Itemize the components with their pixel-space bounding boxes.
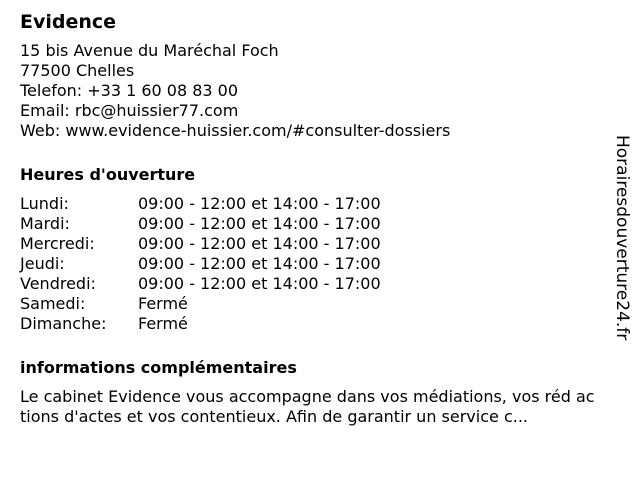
business-name: Evidence [20,11,117,33]
hours-value: 09:00 - 12:00 et 14:00 - 17:00 [138,214,381,233]
day-label: Mercredi: [20,234,95,253]
day-label: Mardi: [20,214,70,233]
hours-row-thursday [20,254,600,274]
opening-hours-table [20,194,600,334]
hours-value: Fermé [138,294,188,313]
phone-line: Telefon: +33 1 60 08 83 00 [20,81,239,100]
hours-value: 09:00 - 12:00 et 14:00 - 17:00 [138,194,381,213]
hours-value: 09:00 - 12:00 et 14:00 - 17:00 [138,234,381,253]
hours-row-saturday [20,294,600,314]
business-card [20,10,600,427]
hours-value: Fermé [138,314,188,333]
additional-info-text: Le cabinet Evidence vous accompagne dans vos médiations, vos réd actions d'actes et vos contentieux. Afin de garantir un service c... [20,387,595,426]
hours-row-sunday [20,314,600,334]
hours-row-friday [20,274,600,294]
day-label: Dimanche: [20,314,107,333]
day-label: Samedi: [20,294,86,313]
hours-value: 09:00 - 12:00 et 14:00 - 17:00 [138,254,381,273]
hours-row-wednesday [20,234,600,254]
day-label: Vendredi: [20,274,96,293]
hours-row-tuesday [20,214,600,234]
web-line: Web: www.evidence-huissier.com/#consulter-dossiers [20,121,451,140]
watermark-label: Horairesdouverture24.fr [612,135,632,341]
additional-info-heading: informations complémentaires [20,358,297,377]
hours-row-monday [20,194,600,214]
opening-hours-heading: Heures d'ouverture [20,165,196,184]
hours-value: 09:00 - 12:00 et 14:00 - 17:00 [138,274,381,293]
day-label: Lundi: [20,194,69,213]
address-line-2: 77500 Chelles [20,61,135,80]
email-line: Email: rbc@huissier77.com [20,101,239,120]
address-line-1: 15 bis Avenue du Maréchal Foch [20,41,279,60]
day-label: Jeudi: [20,254,65,273]
